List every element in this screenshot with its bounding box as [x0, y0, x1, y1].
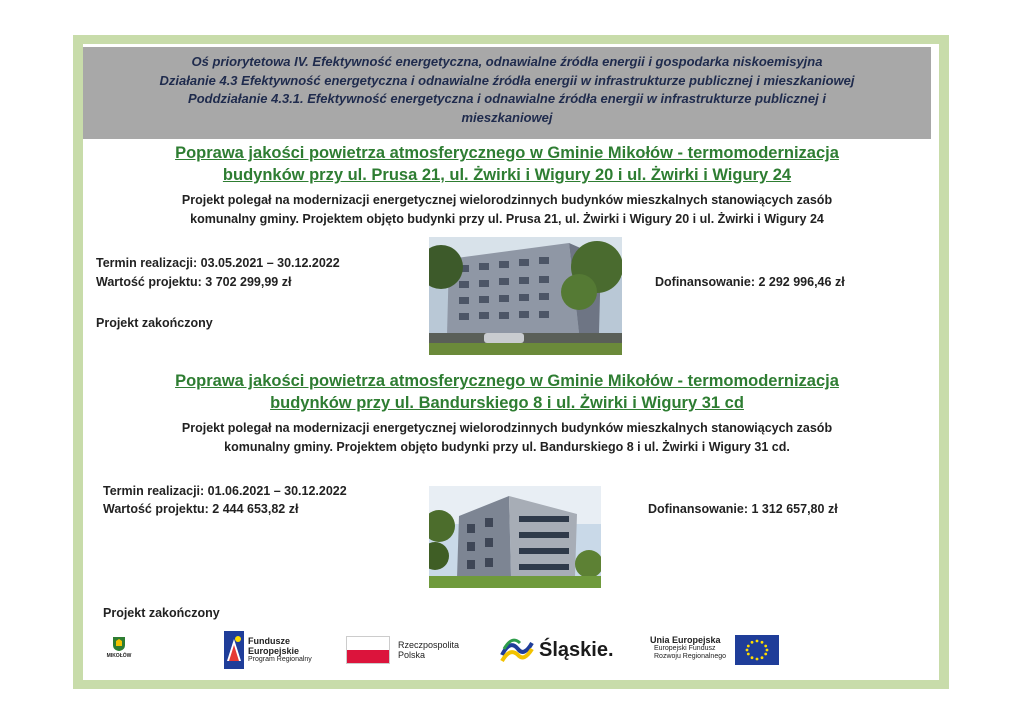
project-1-term: Termin realizacji: 03.05.2021 – 30.12.2022 [96, 256, 340, 270]
slaskie-logo [500, 635, 614, 665]
rzeczpospolita-polska-logo [346, 636, 459, 664]
project-1-funding: Dofinansowanie: 2 292 996,46 zł [655, 275, 845, 289]
project-2-title-line: budynków przy ul. Bandurskiego 8 i ul. Żwirki i Wigury 31 cd [270, 394, 744, 412]
header-line: Poddziałanie 4.3.1. Efektywność energetyczna i odnawialne źródła energii w infrastrukturze publicznej i [188, 91, 826, 106]
slaskie-logo-text: Śląskie. [539, 638, 614, 661]
project-1-description [83, 191, 931, 229]
project-1-value: Wartość projektu: 3 702 299,99 zł [96, 275, 292, 289]
project-1-title-line: budynków przy ul. Prusa 21, ul. Żwirki i Wigury 20 i ul. Żwirki i Wigury 24 [222, 166, 792, 184]
mikolow-logo-text: MIKOŁÓW [106, 653, 132, 659]
project-2-value: Wartość projektu: 2 444 653,82 zł [103, 502, 299, 516]
fe-logo-icon [224, 631, 244, 669]
project-2-title [83, 370, 931, 414]
eu-flag-logo [735, 635, 779, 665]
fundusze-europejskie-logo [224, 631, 312, 669]
eu-text-line: Unia Europejska [650, 635, 721, 645]
priority-axis-header [83, 47, 931, 139]
project-2-funding: Dofinansowanie: 1 312 657,80 zł [648, 502, 838, 516]
project-1-title [83, 142, 931, 186]
project-1-desc-line: komunalny gminy. Projektem objęto budynki przy ul. Prusa 21, ul. Żwirki i Wigury 20 i ul. Żwirki i Wigury 24 [190, 212, 824, 226]
rp-text-line: Rzeczpospolita [398, 640, 460, 650]
rp-logo-text [398, 640, 459, 660]
mikolow-crest-icon [112, 636, 126, 652]
project-2-desc-line: Projekt polegał na modernizacji energetycznej wielorodzinnych budynków mieszkalnych stanowiących zasób [181, 421, 833, 435]
project-1-building-photo [429, 237, 622, 355]
project-1-status: Projekt zakończony [96, 316, 213, 330]
header-line: Oś priorytetowa IV. Efektywność energetyczna, odnawialne źródła energii i gospodarka niskoemisyjna [191, 54, 823, 69]
project-2-description [83, 419, 931, 457]
eu-text-line: Rozwoju Regionalnego [654, 653, 726, 660]
project-2-status: Projekt zakończony [103, 606, 220, 620]
fe-text-line: Fundusze [248, 636, 290, 646]
slaskie-waves-icon [500, 635, 534, 665]
logo-bar [0, 630, 1024, 680]
eu-text-logo [650, 635, 726, 661]
header-line: Działanie 4.3 Efektywność energetyczna i odnawialne źródła energii w infrastrukturze publicznej i mieszkaniowej [159, 72, 855, 88]
project-1-title-line: Poprawa jakości powietrza atmosferycznego w Gminie Mikołów - termomodernizacja [175, 144, 839, 162]
mikolow-logo [103, 636, 135, 660]
header-line: mieszkaniowej [461, 109, 553, 125]
project-2-term: Termin realizacji: 01.06.2021 – 30.12.2022 [103, 484, 347, 498]
project-2-building-photo [429, 486, 601, 588]
project-2-title-line: Poprawa jakości powietrza atmosferycznego w Gminie Mikołów - termomodernizacja [175, 372, 839, 390]
rp-text-line: Polska [398, 650, 426, 660]
fe-text-line: Europejskie [248, 646, 300, 656]
polish-flag-icon [346, 636, 390, 664]
fe-text-line: Program Regionalny [248, 656, 312, 663]
project-1-desc-line: Projekt polegał na modernizacji energetycznej wielorodzinnych budynków mieszkalnych stanowiących zasób [181, 193, 833, 207]
eu-text-line: Europejski Fundusz [654, 645, 716, 652]
fe-logo-text [248, 636, 312, 664]
eu-flag-icon [735, 635, 779, 665]
project-2-desc-line: komunalny gminy. Projektem objęto budynki przy ul. Bandurskiego 8 i ul. Żwirki i Wigury 31 cd. [224, 440, 790, 454]
